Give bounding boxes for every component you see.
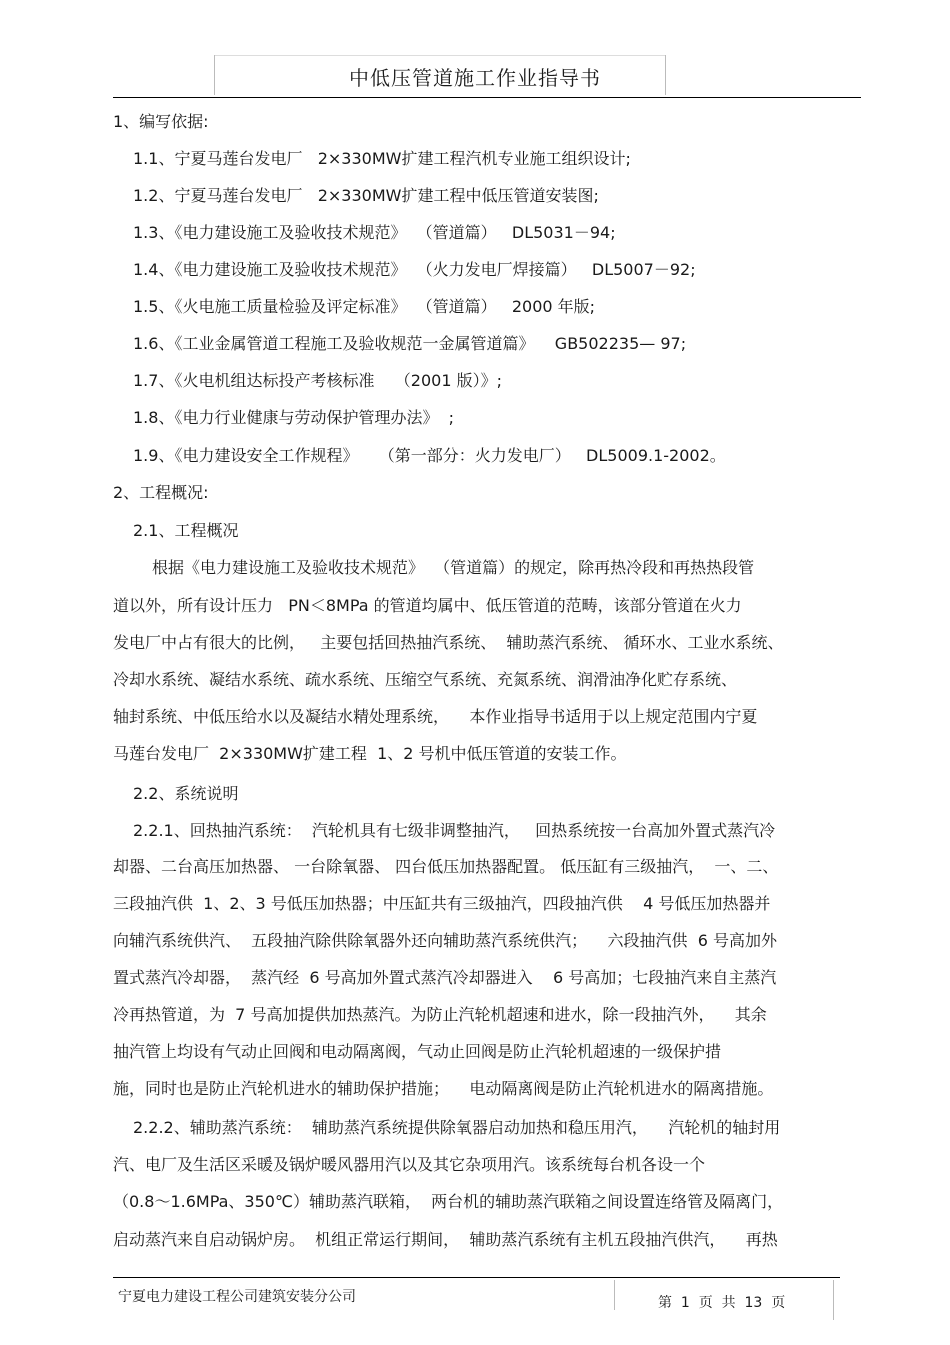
reference-item: 1.2、宁夏马莲台发电厂 2×330MW扩建工程中低压管道安装图;: [133, 186, 599, 205]
subsection-heading: 2.1、工程概况: [133, 521, 239, 540]
paragraph-line: 轴封系统、中低压给水以及凝结水精处理系统， 本作业指导书适用于以上规定范围内宁夏: [113, 707, 758, 726]
subsection-heading: 2.2、系统说明: [133, 784, 239, 803]
paragraph-line: 启动蒸汽来自启动锅炉房。 机组正常运行期间， 辅助蒸汽系统有主机五段抽汽供汽， 再热: [113, 1230, 778, 1249]
section-heading: 2、工程概况:: [113, 483, 209, 502]
footer-company: 宁夏电力建设工程公司建筑安装分公司: [118, 1289, 356, 1305]
paragraph-line: 抽汽管上均设有气动止回阀和电动隔离阀，气动止回阀是防止汽轮机超速的一级保护措: [113, 1042, 722, 1061]
paragraph-line: 向辅汽系统供汽、 五段抽汽除供除氧器外还向辅助蒸汽系统供汽； 六段抽汽供 6 号高加外: [113, 931, 777, 950]
reference-item: 1.1、宁夏马莲台发电厂 2×330MW扩建工程汽机专业施工组织设计;: [133, 149, 631, 168]
footer-page-number: 第 1 页 共 13 页: [658, 1295, 786, 1311]
section-heading: 1、编写依据:: [113, 112, 209, 131]
paragraph-line: 三段抽汽供 1、2、3 号低压加热器；中压缸共有三级抽汽，四段抽汽供 4 号低压加热器并: [113, 894, 771, 913]
paragraph-line: 冷再热管道，为 7 号高加提供加热蒸汽。为防止汽轮机超速和进水，除一段抽汽外， 其余: [113, 1005, 767, 1024]
footer-frame-right: [833, 1280, 834, 1320]
paragraph-line: 道以外，所有设计压力 PN＜8MPa 的管道均属中、低压管道的范畴，该部分管道在火力: [113, 596, 742, 615]
footer-frame-divider: [614, 1280, 615, 1310]
reference-item: 1.6、《工业金属管道工程施工及验收规范一金属管道篇》 GB502235— 97;: [133, 334, 687, 353]
paragraph-line: 冷却水系统、凝结水系统、疏水系统、压缩空气系统、充氮系统、润滑油净化贮存系统、: [113, 670, 738, 689]
paragraph-line: 置式蒸汽冷却器， 蒸汽经 6 号高加外置式蒸汽冷却器进入 6 号高加；七段抽汽来自主蒸汽: [113, 968, 777, 987]
paragraph-line: 发电厂中占有很大的比例， 主要包括回热抽汽系统、 辅助蒸汽系统、 循环水、工业水系统、: [113, 633, 784, 652]
reference-item: 1.3、《电力建设施工及验收技术规范》 （管道篇） DL5031－94;: [133, 223, 616, 242]
reference-item: 1.9、《电力建设安全工作规程》 （第一部分：火力发电厂） DL5009.1-2002。: [133, 446, 726, 465]
reference-item: 1.8、《电力行业健康与劳动保护管理办法》 ;: [133, 408, 455, 427]
header-frame-top: [214, 55, 666, 56]
paragraph-line: 汽、电厂及生活区采暖及锅炉暖风器用汽以及其它杂项用汽。该系统每台机各设一个: [113, 1155, 706, 1174]
reference-item: 1.5、《火电施工质量检验及评定标准》 （管道篇） 2000 年版;: [133, 297, 596, 316]
reference-item: 1.4、《电力建设施工及验收技术规范》 （火力发电厂焊接篇） DL5007－92;: [133, 260, 696, 279]
paragraph-line: 施，同时也是防止汽轮机进水的辅助保护措施； 电动隔离阀是防止汽轮机进水的隔离措施。: [113, 1079, 774, 1098]
paragraph-line: 却器、二台高压加热器、 一台除氧器、 四台低压加热器配置。 低压缸有三级抽汽， 一、二、: [113, 857, 779, 876]
footer-divider: [113, 1277, 840, 1278]
paragraph-line: （0.8～1.6MPa、350℃）辅助蒸汽联箱， 两台机的辅助蒸汽联箱之间设置连络管及隔离门，: [113, 1192, 784, 1211]
reference-item: 1.7、《火电机组达标投产考核标准 （2001 版）》;: [133, 371, 502, 390]
paragraph-line: 马莲台发电厂 2×330MW扩建工程 1、2 号机中低压管道的安装工作。: [113, 744, 627, 763]
paragraph-line: 2.2.1、回热抽汽系统： 汽轮机具有七级非调整抽汽， 回热系统按一台高加外置式蒸汽冷: [133, 821, 776, 840]
header-divider: [113, 97, 861, 98]
paragraph-line: 根据《电力建设施工及验收技术规范》 （管道篇）的规定，除再热冷段和再热热段管: [152, 558, 755, 577]
page-title: 中低压管道施工作业指导书: [349, 66, 601, 90]
paragraph-line: 2.2.2、辅助蒸汽系统： 辅助蒸汽系统提供除氧器启动加热和稳压用汽， 汽轮机的轴封用: [133, 1118, 781, 1137]
